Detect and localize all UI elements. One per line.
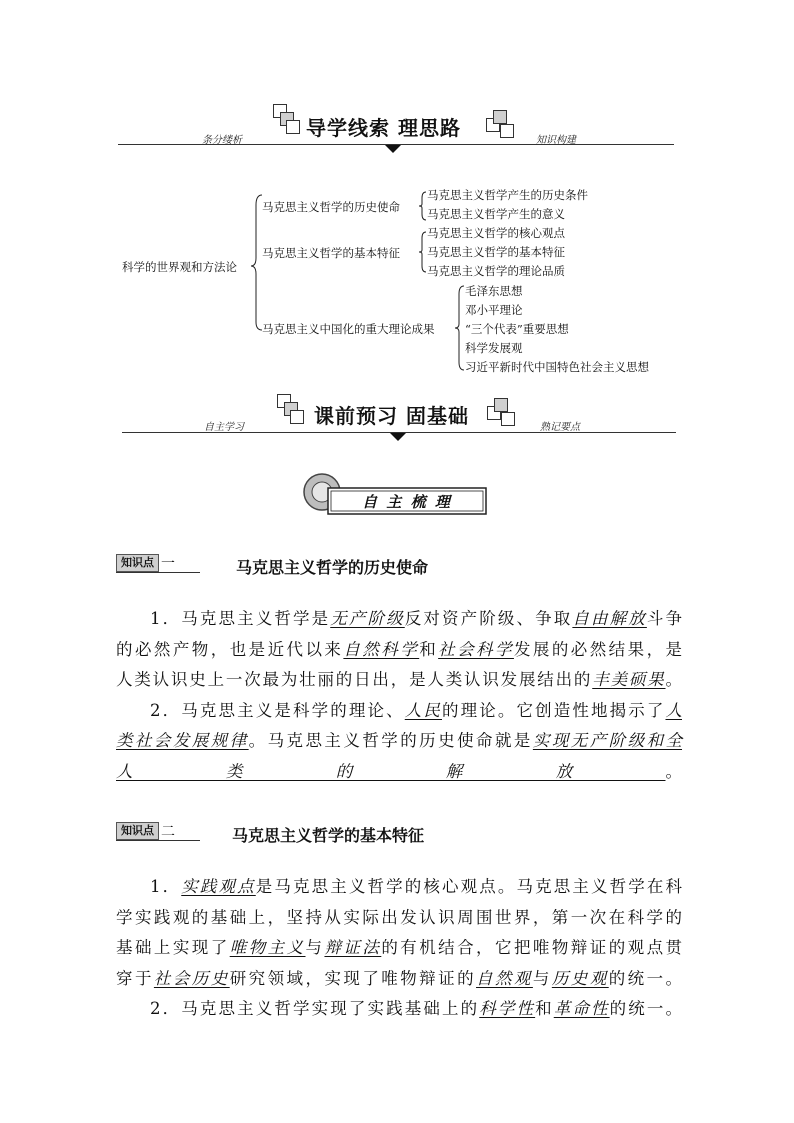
decorative-square-icon (494, 398, 508, 412)
text: 的必然产物，也是近代以来 (116, 639, 344, 659)
knowledge-label: 知识点 (116, 822, 159, 840)
text: 和 (535, 999, 554, 1018)
answer: 唯物主义 (229, 938, 306, 957)
answer: 丰美硕果 (592, 670, 666, 689)
answer: 人民 (404, 700, 442, 720)
text: 的统一。 (608, 968, 683, 988)
banner-title: 课前预习 固基础 (314, 404, 469, 428)
tree-leaf: 科学发展观 (465, 341, 523, 355)
answer: 社会科学 (438, 639, 514, 659)
tree-leaf: 马克思主义哲学的理论品质 (427, 264, 565, 278)
text: 。 (665, 670, 683, 689)
section-title: 马克思主义哲学的基本特征 (232, 826, 425, 845)
text: 1．马克思主义哲学是 (150, 609, 331, 628)
tree-leaf: 马克思主义哲学产生的意义 (427, 207, 565, 221)
knowledge-number: 一 (161, 556, 175, 572)
text: 发展的必然结果，是 (513, 639, 683, 659)
decorative-square-icon (501, 412, 515, 426)
text: 的统一。 (609, 999, 682, 1018)
knowledge-underline (116, 840, 200, 841)
knowledge-badge (116, 554, 175, 572)
tree-root: 科学的世界观和方法论 (122, 260, 237, 274)
knowledge-underline (116, 572, 200, 573)
banner-right-caption: 知识构建 (536, 135, 576, 146)
answer: 自然科学 (343, 639, 420, 659)
tree-leaf: “三个代表”重要思想 (465, 322, 569, 336)
text: 基础上实现了 (116, 938, 230, 957)
tree-branch-2: 马克思主义哲学的基本特征 (262, 246, 400, 260)
tree-leaf: 马克思主义哲学的基本特征 (427, 245, 565, 259)
down-triangle-icon (390, 433, 406, 441)
tree-leaf: 马克思主义哲学的核心观点 (427, 226, 565, 240)
answer: 科学性 (479, 999, 536, 1018)
text: 2．马克思主义哲学实现了实践基础上的 (150, 999, 480, 1018)
text: 穿于 (116, 968, 154, 988)
paragraph (116, 604, 682, 787)
answer: 人 (665, 700, 682, 720)
answer: 类社会发展规律 (116, 731, 249, 750)
text: 1． (150, 877, 182, 896)
answer: 实践观点 (181, 877, 256, 896)
answer: 社会历史 (153, 968, 230, 988)
answer: 实现无产阶级和全 (532, 731, 683, 750)
knowledge-number: 二 (161, 824, 175, 840)
tree-leaf: 邓小平理论 (465, 303, 523, 317)
answer: 革命性 (553, 999, 610, 1018)
tree-leaf: 毛泽东思想 (465, 284, 523, 298)
banner-title: 导学线索 理思路 (306, 116, 461, 140)
text: 与 (305, 938, 325, 957)
text: 。 (665, 761, 682, 781)
text: 的有机结合，它把唯物辩证的观点贯 (381, 938, 683, 957)
text: 研究领域，实现了唯物辩证的 (229, 968, 477, 988)
text: 学实践观的基础上，坚持从实际出发认识周围世界，第一次在科学的 (116, 907, 682, 927)
answer: 无产阶级 (330, 609, 405, 628)
text: 与 (532, 968, 552, 988)
tree-leaf: 习近平新时代中国特色社会主义思想 (465, 360, 649, 374)
banner-right-caption: 熟记要点 (540, 422, 580, 433)
tree-branch-1: 马克思主义哲学的历史使命 (262, 200, 400, 214)
text: 和 (419, 639, 439, 659)
answer: 人类的解放 (116, 761, 666, 781)
text: 斗争 (646, 609, 682, 628)
banner-left-caption: 条分缕析 (202, 135, 242, 146)
text: 的理论。它创造性地揭示了 (442, 700, 666, 720)
answer: 历史观 (551, 968, 609, 988)
text: 2．马克思主义是科学的理论、 (150, 700, 405, 720)
answer: 辩证法 (324, 938, 382, 957)
answer: 自然观 (476, 968, 533, 988)
text: 是马克思主义哲学的核心观点。马克思主义哲学在科 (255, 877, 682, 896)
banner-left-caption: 自主学习 (204, 422, 244, 433)
section-title: 马克思主义哲学的历史使命 (236, 558, 429, 577)
text: 人类认识史上一次最为壮丽的日出，是人类认识发展结出的 (116, 670, 593, 689)
tree-leaf: 马克思主义哲学产生的历史条件 (427, 188, 588, 202)
badge-title: 自 主 梳 理 (362, 493, 452, 511)
answer: 自由解放 (572, 609, 647, 628)
knowledge-label: 知识点 (116, 554, 159, 572)
tree-branch-3: 马克思主义中国化的重大理论成果 (262, 322, 435, 336)
paragraph (116, 872, 682, 1025)
decorative-square-icon (290, 410, 304, 424)
text: 。马克思主义哲学的历史使命就是 (248, 731, 533, 750)
knowledge-badge (116, 822, 175, 840)
text: 反对资产阶级、争取 (404, 609, 573, 628)
